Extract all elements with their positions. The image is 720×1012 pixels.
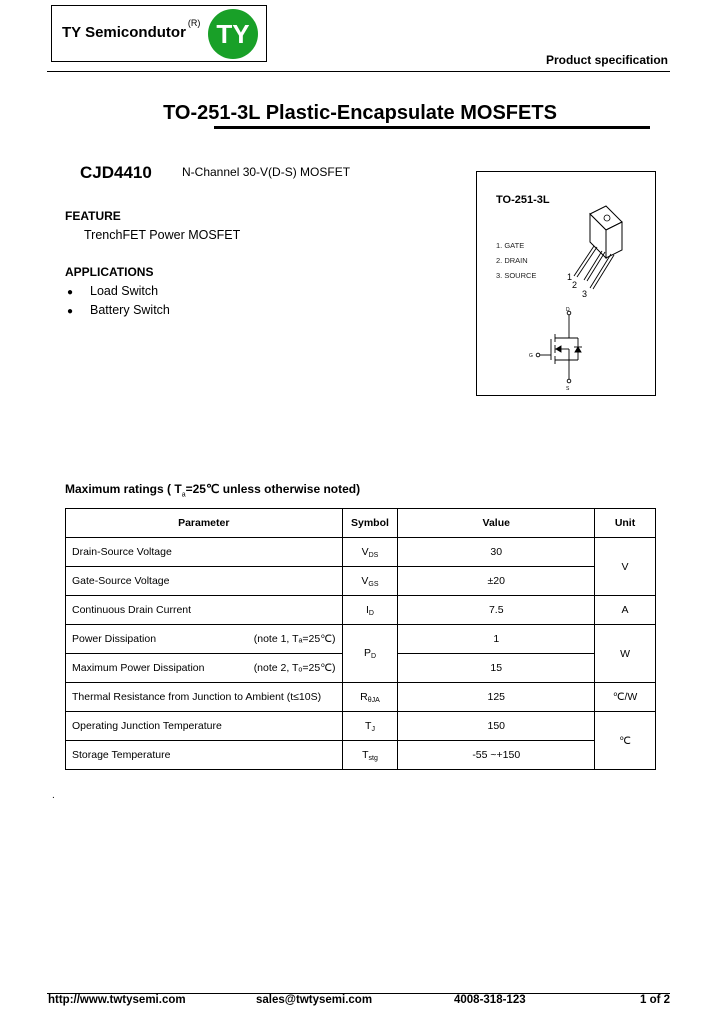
param-cell: Operating Junction Temperature xyxy=(66,712,343,741)
symbol-cell xyxy=(342,567,398,596)
symbol-main: I xyxy=(365,603,369,616)
param-cell: Gate-Source Voltage xyxy=(66,567,343,596)
unit-cell: ℃ xyxy=(595,712,656,770)
table-row xyxy=(66,712,656,741)
terminal-s-label: S xyxy=(566,386,570,392)
table-row xyxy=(66,538,656,567)
param-cell: Drain-Source Voltage xyxy=(66,538,343,567)
param-text: Power Dissipation xyxy=(72,633,157,645)
footer-url-link[interactable]: http://www.twtysemi.com xyxy=(48,994,186,1006)
col-header-value: Value xyxy=(398,509,595,538)
col-header-parameter: Parameter xyxy=(66,509,343,538)
symbol-main: R xyxy=(360,690,368,703)
col-header-symbol: Symbol xyxy=(342,509,398,538)
table-header-row xyxy=(66,509,656,538)
unit-cell: V xyxy=(595,538,656,596)
registered-letter: R xyxy=(190,18,198,28)
ratings-title-post: =25℃ unless otherwise noted) xyxy=(185,482,361,496)
title-underline xyxy=(214,126,650,129)
symbol-cell xyxy=(342,712,398,741)
value-cell: 15 xyxy=(398,654,595,683)
symbol-sub: D xyxy=(370,653,377,660)
applications-heading: APPLICATIONS xyxy=(65,265,154,279)
symbol-main: T xyxy=(365,719,372,732)
terminal-g-label: G xyxy=(529,353,533,359)
ratings-table xyxy=(65,508,656,770)
registered-mark: (R) xyxy=(187,18,201,28)
table-row xyxy=(66,567,656,596)
value-cell: 150 xyxy=(398,712,595,741)
footer-phone: 4008-318-123 xyxy=(454,994,526,1006)
header-rule xyxy=(47,71,670,72)
param-cell xyxy=(66,654,343,683)
application-item: Load Switch xyxy=(90,284,159,298)
value-cell: -55 ~+150 xyxy=(398,741,595,770)
pin-number-1: 1 xyxy=(567,272,573,282)
table-row xyxy=(66,625,656,654)
pin-number-3: 3 xyxy=(582,289,588,299)
page-number: 1 of 2 xyxy=(640,994,671,1006)
symbol-sub: DS xyxy=(368,551,379,559)
pin-number-2: 2 xyxy=(572,280,578,290)
symbol-main: T xyxy=(362,748,369,761)
package-title: TO-251-3L xyxy=(496,194,550,206)
company-name-text: TY Semicondutor xyxy=(62,24,186,41)
symbol-cell xyxy=(342,741,398,770)
ratings-title xyxy=(65,482,360,498)
pin-label-source: 3. SOURCE xyxy=(496,271,537,280)
ratings-title-sub: a xyxy=(181,491,186,499)
part-description: N-Channel 30-V(D-S) MOSFET xyxy=(182,165,351,179)
value-cell: 1 xyxy=(398,625,595,654)
pin-label-gate: 1. GATE xyxy=(496,241,525,250)
symbol-sub: stg xyxy=(368,754,378,762)
symbol-main: P xyxy=(363,647,371,659)
stray-mark: . xyxy=(52,790,55,801)
symbol-sub: D xyxy=(368,609,374,617)
footer-email-link[interactable]: sales@twtysemi.com xyxy=(256,994,373,1006)
symbol-main: V xyxy=(361,574,369,587)
value-cell: 125 xyxy=(398,683,595,712)
feature-text: TrenchFET Power MOSFET xyxy=(84,228,241,242)
param-cell: Thermal Resistance from Junction to Ambient (t≤10S) xyxy=(66,683,343,712)
ratings-title-pre: Maximum ratings ( T xyxy=(65,482,182,496)
unit-cell: A xyxy=(595,596,656,625)
symbol-cell xyxy=(342,538,398,567)
param-text: Maximum Power Dissipation xyxy=(72,662,205,674)
pin-label-drain: 2. DRAIN xyxy=(496,256,528,265)
value-cell: 30 xyxy=(398,538,595,567)
part-number: CJD4410 xyxy=(80,163,152,182)
bullet-1: ● xyxy=(67,287,74,298)
bullet-2: ● xyxy=(67,306,74,317)
feature-heading: FEATURE xyxy=(65,209,121,223)
symbol-cell xyxy=(342,625,398,683)
symbol-cell xyxy=(342,596,398,625)
symbol-cell xyxy=(342,683,398,712)
param-cell: Storage Temperature xyxy=(66,741,343,770)
symbol-main: V xyxy=(361,545,369,558)
param-note: (note 1, Tₐ=25℃) xyxy=(253,633,336,645)
param-note: (note 2, Tₒ=25℃) xyxy=(253,662,336,674)
value-cell: 7.5 xyxy=(398,596,595,625)
package-drawing xyxy=(560,200,640,300)
mosfet-symbol xyxy=(528,306,588,392)
table-row xyxy=(66,596,656,625)
symbol-sub: GS xyxy=(368,580,379,588)
param-cell: Continuous Drain Current xyxy=(66,596,343,625)
page-title: TO-251-3L Plastic-Encapsulate MOSFETS xyxy=(163,102,557,124)
terminal-d-label: D xyxy=(566,307,570,313)
application-item: Battery Switch xyxy=(90,303,170,317)
param-cell xyxy=(66,625,343,654)
table-row xyxy=(66,741,656,770)
spec-label: Product specification xyxy=(545,53,668,67)
logo-badge: TY xyxy=(208,9,258,59)
symbol-sub: θJA xyxy=(367,696,380,704)
table-row xyxy=(66,683,656,712)
unit-cell: ℃/W xyxy=(595,683,656,712)
company-name xyxy=(62,18,201,41)
symbol-sub: J xyxy=(371,725,375,733)
value-cell: ±20 xyxy=(398,567,595,596)
col-header-unit: Unit xyxy=(595,509,656,538)
unit-cell: W xyxy=(595,625,656,683)
